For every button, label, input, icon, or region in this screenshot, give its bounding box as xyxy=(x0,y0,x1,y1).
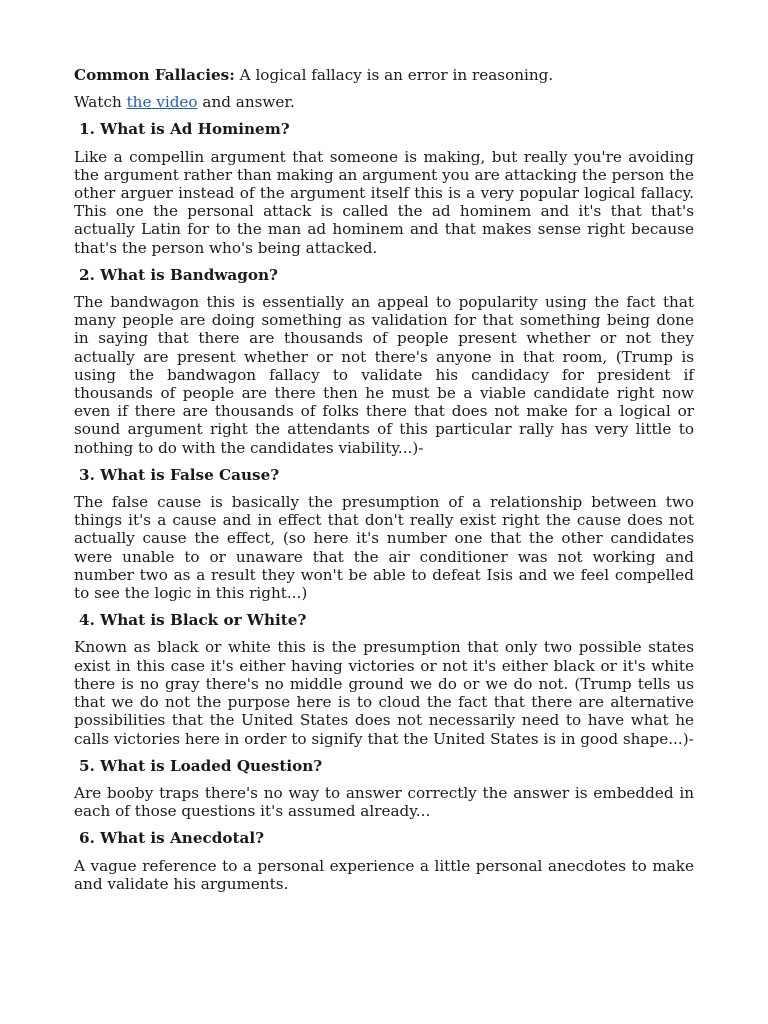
intro-text: A logical fallacy is an error in reasoning. xyxy=(234,66,554,84)
intro-paragraph xyxy=(74,66,694,84)
question-heading-ad-hominem: 1. What is Ad Hominem? xyxy=(79,120,290,139)
video-link[interactable]: the video xyxy=(126,93,198,112)
question-heading-black-or-white: 4. What is Black or White? xyxy=(79,611,307,630)
watch-instruction xyxy=(74,93,694,111)
document-page xyxy=(74,66,694,902)
answer-loaded-question: Are booby traps there's no way to answer correctly the answer is embedded in each of those questions it's assumed already... xyxy=(74,783,694,821)
question-heading-false-cause: 3. What is False Cause? xyxy=(79,465,280,484)
question-heading-bandwagon: 2. What is Bandwagon? xyxy=(79,265,278,284)
answer-black-or-white: Known as black or white this is the presumption that only two possible states exist in this case it's either having victories or not it's either black or it's white there is no gray there's no middle ground we do or we do not. (Trump tells us that we do not the purpose here is to cloud the fact that there are alternative possibilities that the United States does not necessarily need to have what he calls victories here in order to signify that the United States is in good shape...)- xyxy=(74,638,694,748)
watch-prefix: Watch xyxy=(74,93,127,112)
answer-ad-hominem: Like a compellin argument that someone is making, but really you're avoiding the argument rather than making an argument you are attacking the person the other arguer instead of the argument itself this is a very popular logical fallacy. This one the personal attack is called the ad hominem and it's that that's actually Latin for to the man ad hominem and that makes sense right because that's the person who's being attacked. xyxy=(74,147,694,257)
answer-false-cause: The false cause is basically the presumption of a relationship between two things it's a cause and in effect that don't really exist right the cause does not actually cause the effect, (so here it's number one that the other candidates were unable to or unaware that the air conditioner was not working and number two as a result they won't be able to defeat Isis and we feel compelled to see the logic in this right...) xyxy=(74,493,694,603)
answer-anecdotal: A vague reference to a personal experience a little personal anecdotes to make and validate his arguments. xyxy=(74,856,694,893)
watch-suffix: and answer. xyxy=(197,93,295,112)
intro-label: Common Fallacies: xyxy=(74,66,235,84)
answer-bandwagon: The bandwagon this is essentially an appeal to popularity using the fact that many people are doing something as validation for that something being done in saying that there are thousands of people present whether or not they actually are present whether or not there's anyone in that room, (Trump is using the bandwagon fallacy to validate his candidacy for president if thousands of people are there then he must be a viable candidate right now even if there are thousands of folks there that does not make for a logical or sound argument right the attendants of this particular rally has very little to nothing to do with the candidates viability...)- xyxy=(74,293,694,457)
question-heading-anecdotal: 6. What is Anecdotal? xyxy=(79,829,265,848)
question-heading-loaded-question: 5. What is Loaded Question? xyxy=(79,756,323,775)
